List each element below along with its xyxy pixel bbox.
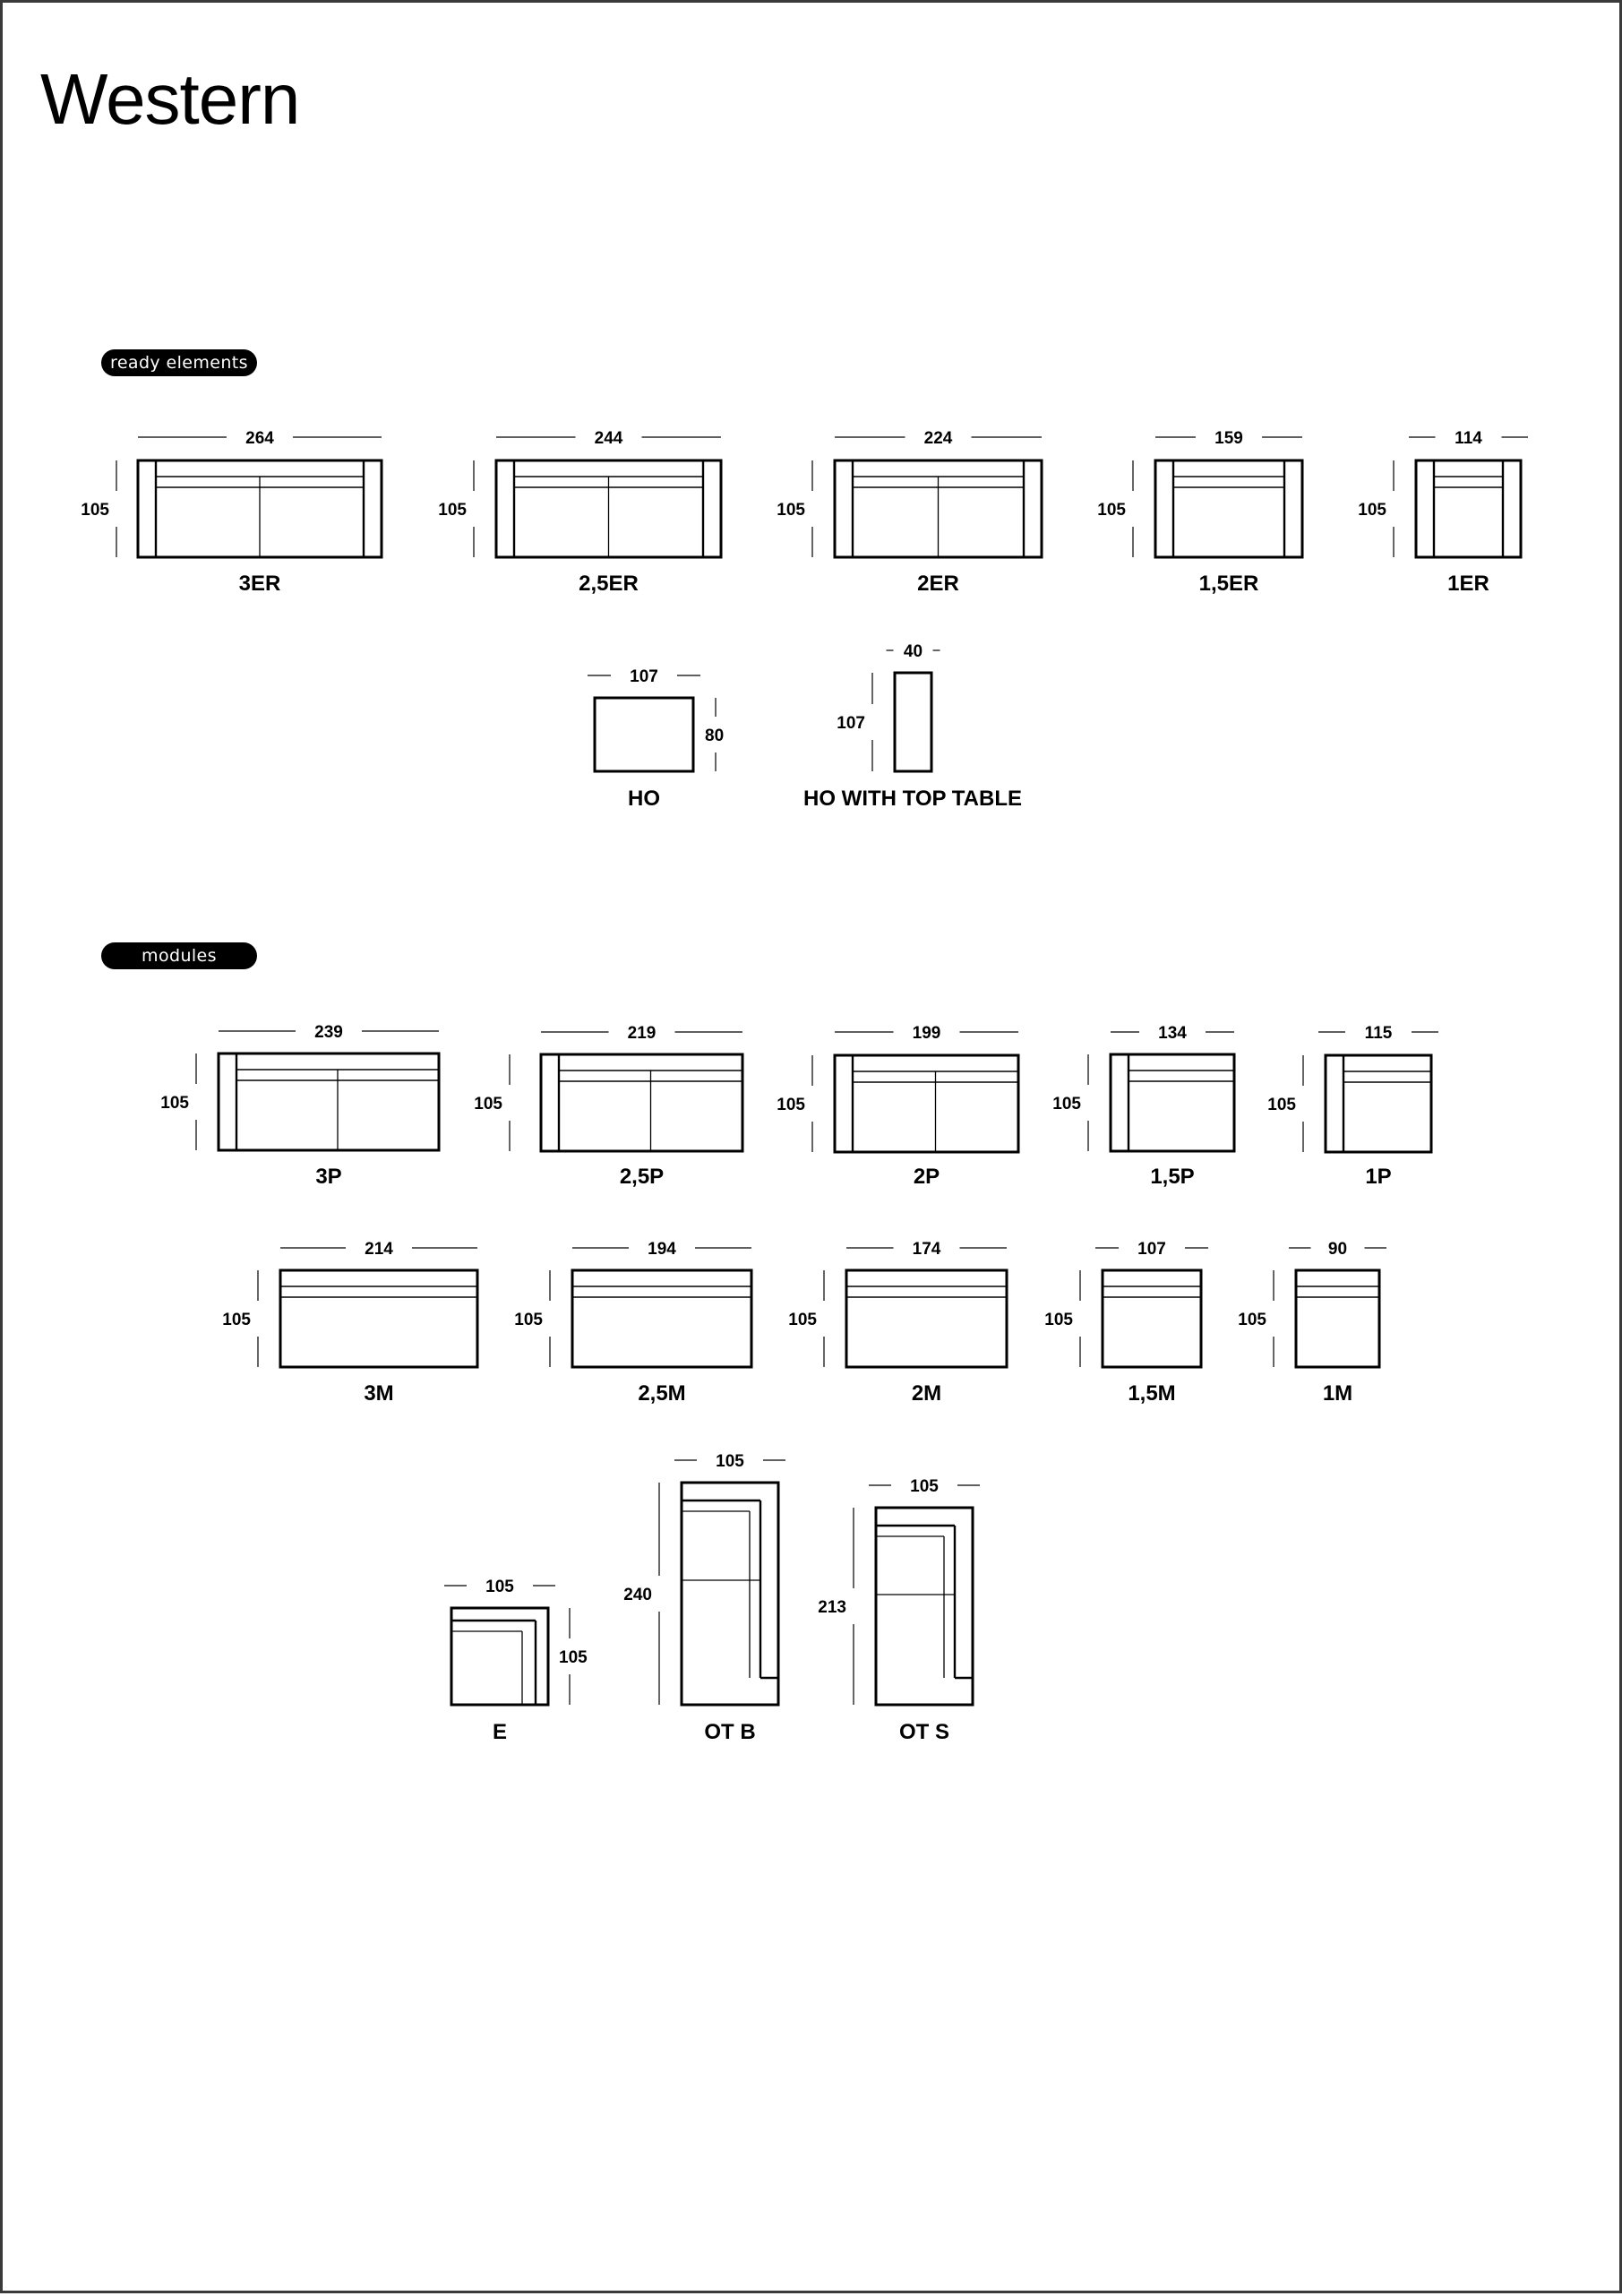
width-label: 115 xyxy=(1364,1024,1393,1043)
depth-label: 240 xyxy=(623,1586,652,1604)
depth-label: 105 xyxy=(474,1095,502,1114)
element-name: 1,5P xyxy=(1150,1165,1195,1189)
element-name: 1M xyxy=(1322,1381,1353,1406)
item-ot-s xyxy=(818,1477,980,1744)
shape-ho xyxy=(595,698,693,771)
item-3p xyxy=(160,1023,439,1189)
item-2m xyxy=(788,1240,1007,1406)
element-name: HO xyxy=(628,787,660,811)
depth-label: 105 xyxy=(222,1311,251,1329)
item-2-5m xyxy=(514,1240,751,1406)
element-name: 1ER xyxy=(1447,572,1489,596)
shape-1-5er xyxy=(1155,460,1302,557)
element-name: 1,5ER xyxy=(1198,572,1259,596)
element-name: 1P xyxy=(1365,1165,1392,1189)
item-2-5er xyxy=(438,429,721,596)
item-ot-b xyxy=(623,1452,785,1744)
depth-label: 105 xyxy=(777,501,805,520)
element-name: 2,5M xyxy=(638,1381,686,1406)
element-name: 2P xyxy=(913,1165,940,1189)
shape-1er xyxy=(1416,460,1521,557)
element-name: 3ER xyxy=(238,572,281,596)
shape-1-5p xyxy=(1111,1054,1234,1151)
width-label: 90 xyxy=(1327,1240,1348,1259)
width-label: 224 xyxy=(923,429,953,448)
width-label: 105 xyxy=(716,1452,744,1471)
element-name: 2,5P xyxy=(619,1165,665,1189)
element-name: 3P xyxy=(315,1165,342,1189)
width-label: 264 xyxy=(245,429,274,448)
element-name: HO WITH TOP TABLE xyxy=(803,787,1022,811)
shape-ot-s xyxy=(876,1508,973,1705)
element-name: 3M xyxy=(364,1381,394,1406)
width-label: 114 xyxy=(1455,429,1482,448)
depth-label: 80 xyxy=(705,727,725,745)
depth-label: 105 xyxy=(777,1096,805,1114)
item-1er xyxy=(1358,429,1528,596)
width-label: 159 xyxy=(1214,429,1243,448)
item-3er xyxy=(81,429,382,596)
item-1p xyxy=(1267,1024,1438,1189)
depth-label: 105 xyxy=(1238,1311,1266,1329)
width-label: 134 xyxy=(1158,1024,1187,1043)
depth-label: 105 xyxy=(1267,1096,1296,1114)
shape-2-5m xyxy=(572,1270,751,1367)
item-1-5er xyxy=(1097,429,1302,596)
item-2p xyxy=(777,1024,1018,1189)
depth-label: 105 xyxy=(160,1094,189,1113)
width-label: 199 xyxy=(912,1024,941,1043)
width-label: 107 xyxy=(1137,1240,1166,1259)
shape-2-5p xyxy=(541,1054,742,1151)
depth-label: 105 xyxy=(81,501,109,520)
width-label: 239 xyxy=(314,1023,343,1042)
depth-label: 105 xyxy=(559,1648,588,1667)
element-name: 2M xyxy=(911,1381,942,1406)
shape-2p xyxy=(835,1055,1018,1152)
item-1-5m xyxy=(1044,1240,1208,1406)
width-label: 105 xyxy=(910,1477,939,1496)
shape-3m xyxy=(280,1270,477,1367)
depth-label: 107 xyxy=(837,714,865,733)
width-label: 40 xyxy=(903,642,923,661)
shape-2m xyxy=(846,1270,1007,1367)
depth-label: 105 xyxy=(438,501,467,520)
element-name: 1,5M xyxy=(1128,1381,1176,1406)
depth-label: 105 xyxy=(1044,1311,1073,1329)
element-name: OT B xyxy=(704,1720,756,1744)
depth-label: 105 xyxy=(1358,501,1386,520)
shape-3er xyxy=(138,460,382,557)
shape-ho-with-top-table xyxy=(895,673,931,771)
element-name: E xyxy=(492,1720,508,1744)
item-1-5p xyxy=(1052,1024,1234,1189)
depth-label: 105 xyxy=(1097,501,1126,520)
item-2-5p xyxy=(474,1024,742,1189)
item-e xyxy=(444,1578,588,1744)
depth-label: 105 xyxy=(1052,1095,1081,1114)
width-label: 107 xyxy=(630,667,658,686)
width-label: 219 xyxy=(627,1024,657,1043)
item-1m xyxy=(1238,1240,1386,1406)
element-name: 2ER xyxy=(917,572,959,596)
shape-1m xyxy=(1296,1270,1379,1367)
item-2er xyxy=(777,429,1042,596)
dimension-drawing xyxy=(3,3,1622,2296)
item-3m xyxy=(222,1240,477,1406)
width-label: 174 xyxy=(912,1240,941,1259)
width-label: 194 xyxy=(648,1240,676,1259)
shape-2er xyxy=(835,460,1042,557)
shape-e xyxy=(451,1608,548,1705)
item-ho-with-top-table xyxy=(803,642,1022,811)
shape-1-5m xyxy=(1103,1270,1201,1367)
width-label: 214 xyxy=(365,1240,393,1259)
shape-1p xyxy=(1326,1055,1431,1152)
shape-ot-b xyxy=(682,1483,778,1705)
width-label: 244 xyxy=(594,429,623,448)
element-name: OT S xyxy=(898,1720,950,1744)
width-label: 105 xyxy=(485,1578,514,1596)
shape-3p xyxy=(219,1053,439,1150)
item-ho xyxy=(588,667,724,811)
depth-label: 105 xyxy=(788,1311,817,1329)
shape-2-5er xyxy=(496,460,721,557)
depth-label: 105 xyxy=(514,1311,543,1329)
section-badge-modules: modules xyxy=(101,942,257,969)
element-name: 2,5ER xyxy=(579,572,639,596)
depth-label: 213 xyxy=(818,1598,846,1617)
page-title: Western xyxy=(40,59,300,139)
section-badge-ready-elements: ready elements xyxy=(101,349,257,376)
